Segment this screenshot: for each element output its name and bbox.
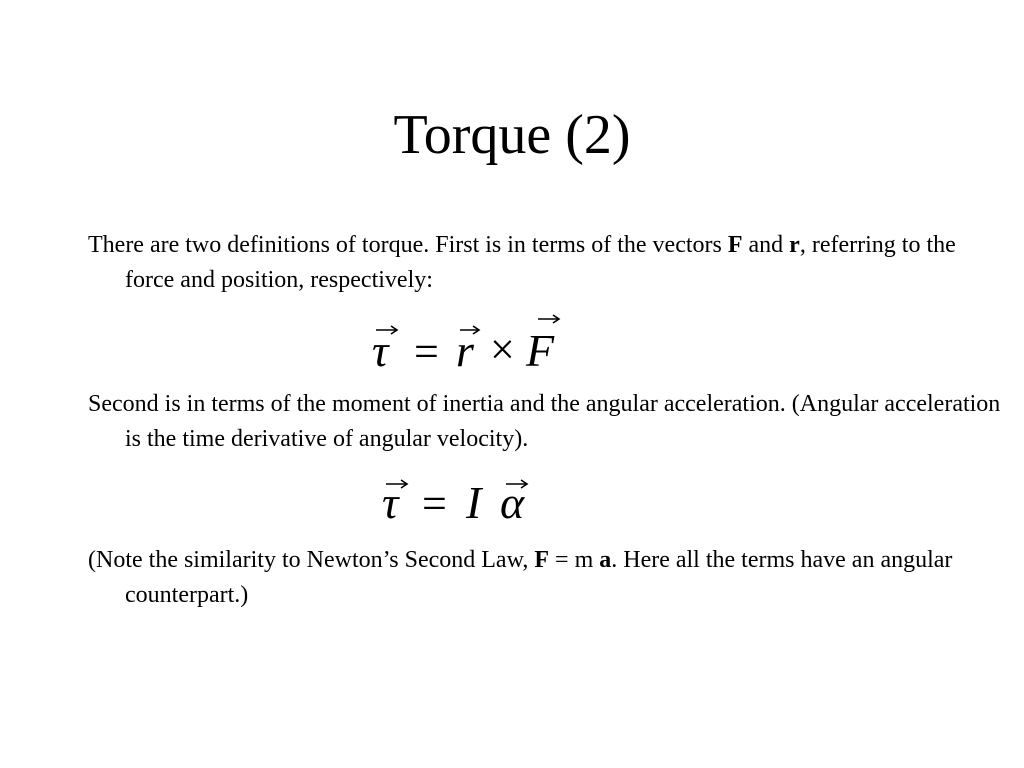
p1-text-c: , referring to the force and position, respectively: [125,232,956,293]
p3-text-b: = m [549,547,600,573]
eq2-I: I [466,477,482,528]
torque-definition-2-text: Second is in terms of the moment of inertia and the angular acceleration. (Angular acceleration is the time derivative of angular velocity). [88,391,1001,452]
eq1-F: F [526,325,555,376]
eq2-equals: = [422,479,447,528]
slide-title: Torque (2) [393,104,631,166]
eq1-F-arrow-icon [538,315,559,323]
p3-text-a: (Note the similarity to Newton’s Second Law, [88,547,535,573]
torque-definition-1-text [88,228,1005,298]
torque-inertia-equation [378,474,548,534]
position-vector-symbol: r [789,232,800,258]
newton-note-text [88,543,1005,613]
eq1-equals: = [414,327,439,376]
force-vector-symbol: F [727,232,743,258]
eq1-times: × [490,325,515,374]
eq1-r: r [456,325,474,376]
eq2-alpha: α [500,477,525,528]
acceleration-symbol: a [599,547,612,573]
eq1-tau: τ [372,325,389,376]
eq2-tau: τ [382,477,399,528]
force-symbol: F [534,547,550,573]
p1-text-a: There are two definitions of torque. First is in terms of the vectors [88,232,728,258]
p1-text-b: and [742,232,790,258]
torque-cross-product-equation [368,310,588,380]
p3-text-c: . Here all the terms have an angular counterpart.) [125,547,953,608]
